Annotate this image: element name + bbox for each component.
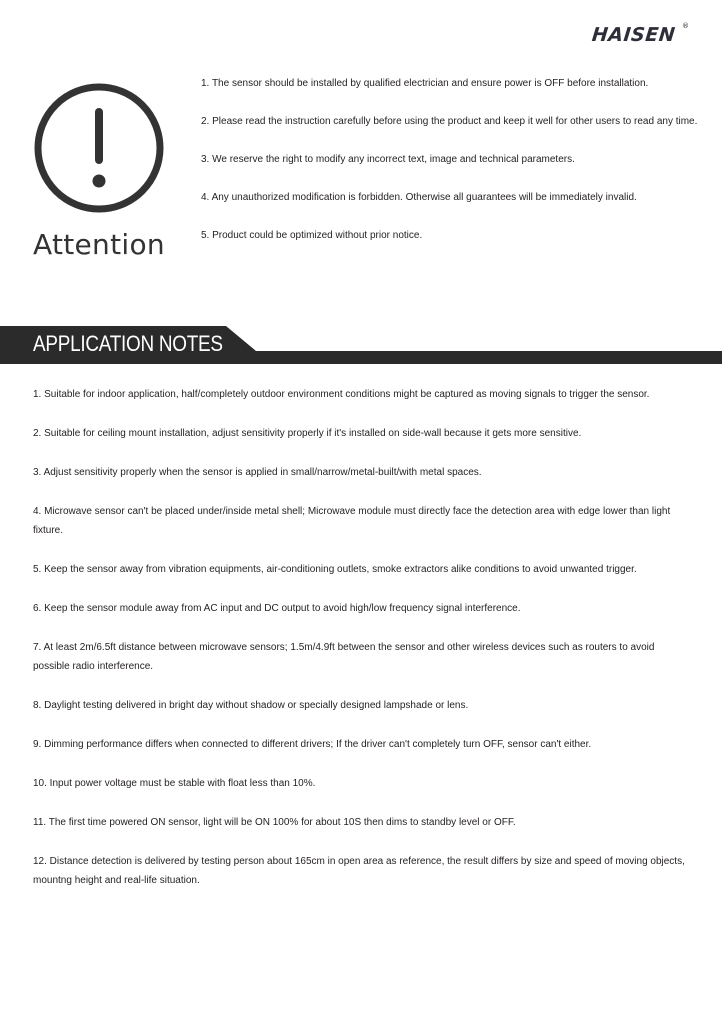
application-notes-list bbox=[33, 385, 693, 910]
haisen-logo bbox=[592, 22, 692, 50]
note-item: 8. Daylight testing delivered in bright day without shadow or specially designed lampshade or lens. bbox=[33, 700, 469, 711]
attention-list bbox=[201, 74, 706, 264]
note-item: 5. Keep the sensor away from vibration equipments, air-conditioning outlets, smoke extractors alike conditions to avoid unwanted trigger. bbox=[33, 564, 637, 575]
attention-item: 2. Please read the instruction carefully before using the product and keep it well for other users to read any time. bbox=[201, 116, 698, 127]
logo-text: HAISEN bbox=[590, 24, 677, 46]
note-item: 3. Adjust sensitivity properly when the sensor is applied in small/narrow/metal-built/with metal spaces. bbox=[33, 467, 482, 478]
attention-item: 1. The sensor should be installed by qualified electrician and ensure power is OFF before installation. bbox=[201, 78, 649, 89]
note-item: 10. Input power voltage must be stable with float less than 10%. bbox=[33, 778, 316, 789]
registered-mark: ® bbox=[682, 22, 689, 30]
note-item: 11. The first time powered ON sensor, light will be ON 100% for about 10S then dims to standby level or OFF. bbox=[33, 817, 516, 828]
note-item: 6. Keep the sensor module away from AC input and DC output to avoid high/low frequency signal interference. bbox=[33, 603, 521, 614]
note-item: 12. Distance detection is delivered by testing person about 165cm in open area as reference, the result differs by size and speed of moving objects, mountng height and real-life situation. bbox=[33, 856, 685, 886]
note-item: 4. Microwave sensor can't be placed under/inside metal shell; Microwave module must directly face the detection area with edge lower than light fixture. bbox=[33, 506, 671, 536]
attention-item: 3. We reserve the right to modify any incorrect text, image and technical parameters. bbox=[201, 154, 575, 165]
note-item: 1. Suitable for indoor application, half/completely outdoor environment conditions might be captured as moving signals to trigger the sensor. bbox=[33, 389, 650, 400]
exclamation-circle-icon bbox=[33, 82, 165, 214]
attention-label: Attention bbox=[33, 228, 165, 261]
attention-item: 5. Product could be optimized without prior notice. bbox=[201, 230, 423, 241]
section-title: APPLICATION NOTES bbox=[33, 331, 223, 356]
note-item: 7. At least 2m/6.5ft distance between microwave sensors; 1.5m/4.9ft between the sensor and other wireless devices such as routers to avoid possible radio interference. bbox=[33, 642, 655, 672]
attention-item: 4. Any unauthorized modification is forbidden. Otherwise all guarantees will be immediately invalid. bbox=[201, 192, 637, 203]
note-item: 9. Dimming performance differs when connected to different drivers; If the driver can't completely turn OFF, sensor can't either. bbox=[33, 739, 592, 750]
note-item: 2. Suitable for ceiling mount installation, adjust sensitivity properly if it's installed on side-wall because it gets more sensitive. bbox=[33, 428, 582, 439]
